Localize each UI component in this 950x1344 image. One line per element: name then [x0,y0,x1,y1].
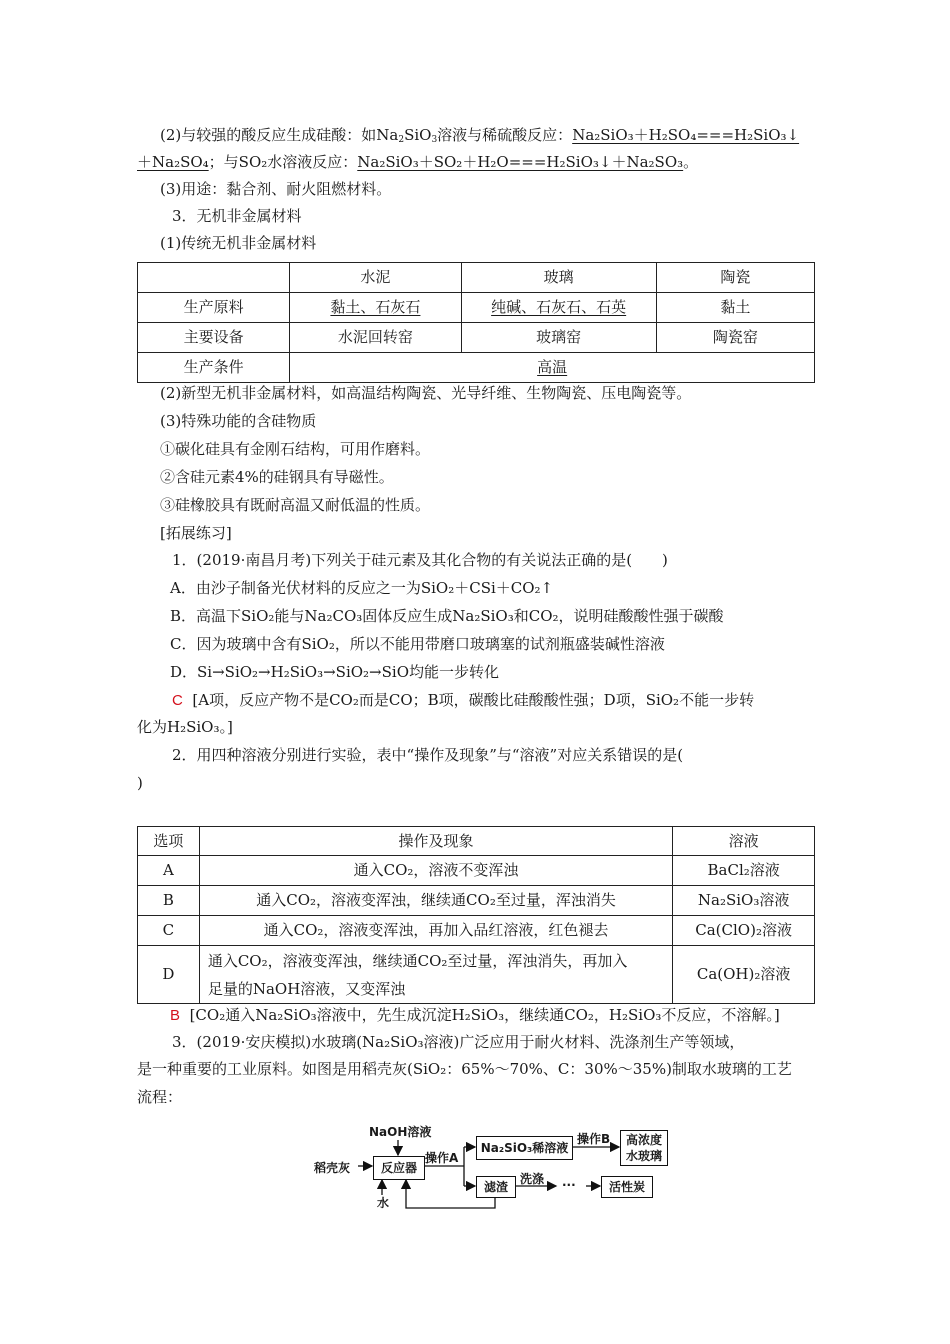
special-item-2: ②含硅元素4%的硅钢具有导磁性。 [160,468,394,486]
q2-row-solution: Na₂SiO₃溶液 [673,886,815,916]
flow-op-b-label: 操作B [577,1132,611,1146]
materials-row-label: 主要设备 [138,323,290,353]
special-item-3: ③硅橡胶具有既耐高温又耐低温的性质。 [160,496,431,514]
flow-reactor-box: 反应器 [373,1156,425,1180]
equation-1-part1: Na₂SiO₃＋H₂SO₄===H₂SiO₃↓ [572,126,800,144]
materials-row-label: 生产条件 [138,353,290,383]
flow-dots: ··· [562,1178,576,1192]
flow-product-box [620,1130,668,1166]
q2-answer: B [170,1007,181,1024]
q2-row-option: B [138,886,200,916]
q1-option-b: B．高温下SiO₂能与Na₂CO₃固体反应生成Na₂SiO₃和CO₂，说明硅酸酸性强于碳酸 [170,607,724,625]
materials-header-cement: 水泥 [290,263,461,293]
flow-wash-label: 洗涤 [520,1172,545,1186]
section3-title: 3．无机非金属材料 [172,207,302,225]
materials-cell: 水泥回转窑 [290,323,461,353]
flow-product-line-2: 水玻璃 [625,1149,662,1163]
materials-row-label: 生产原料 [138,293,290,323]
q2-row-operation: 通入CO₂，溶液不变浑浊 [199,856,672,886]
materials-header-ceramic: 陶瓷 [656,263,814,293]
q2-header-solution: 溶液 [673,827,815,856]
q3-line-2: 是一种重要的工业原料。如图是用稻壳灰(SiO₂：65%～70%、C：30%～35%)制取水玻璃的工艺 [137,1060,792,1078]
p2-so2: ；与SO₂水溶液反应： [208,153,358,171]
q2-row-d-op-1: 通入CO₂，溶液变浑浊，继续通CO₂至过量，浑浊消失，再加入 [207,951,628,970]
q2-explain: [CO₂通入Na₂SiO₃溶液中，先生成沉淀H₂SiO₃，继续通CO₂，H₂SiO₃不反应，不溶解。] [189,1006,780,1024]
q1-option-d: D．Si→SiO₂→H₂SiO₃→SiO₂→SiO均能一步转化 [170,663,499,681]
q3-line-1: 3．(2019·安庆模拟)水玻璃(Na₂SiO₃溶液)广泛应用于耐火材料、洗涤剂生产等领域， [172,1033,745,1051]
section3-sub2: (2)新型无机非金属材料，如高温结构陶瓷、光导纤维、生物陶瓷、压电陶瓷等。 [160,384,692,402]
q1-option-a: A．由沙子制备光伏材料的反应之一为SiO₂＋CSi＋CO₂↑ [170,579,554,597]
p2-end: 。 [683,153,699,171]
flow-rice-ash-label: 稻壳灰 [314,1161,351,1175]
q2-row-solution: BaCl₂溶液 [673,856,815,886]
flow-op-a-label: 操作A [425,1151,459,1165]
materials-cell-text: 纯碱、石灰石、石英 [491,298,627,316]
materials-cell-text: 黏土、石灰石 [330,298,421,316]
flow-carbon-box: 活性炭 [601,1176,653,1198]
materials-cell: 黏土 [656,293,814,323]
flow-product-line-1: 高浓度 [625,1133,662,1147]
q1-option-c: C．因为玻璃中含有SiO₂，所以不能用带磨口玻璃塞的试剂瓶盛装碱性溶液 [170,635,665,653]
q2-row-operation: 通入CO₂，溶液变浑浊，再加入品红溶液，红色褪去 [199,916,672,946]
q2-row-solution: Ca(ClO)₂溶液 [673,916,815,946]
p2-mid: 溶液与稀硫酸反应： [437,126,573,144]
q1-explain-2: 化为H₂SiO₃。] [137,718,233,736]
q3-line-3: 流程： [137,1088,183,1106]
materials-cell: 玻璃窑 [461,323,656,353]
q2-row-operation: 通入CO₂，溶液变浑浊，继续通CO₂至过量，浑浊消失 [199,886,672,916]
silicate-use: (3)用途：黏合剂、耐火阻燃材料。 [160,180,392,198]
na2sio3-term: $Na_2SiO_3$ [376,126,438,145]
equation-1-part2: ＋Na₂SO₄ [137,153,209,171]
q2-stem-2: ) [137,774,143,792]
q2-row-option: D [138,946,200,1004]
materials-cell: 陶瓷窑 [656,323,814,353]
flow-water-label: 水 [377,1196,390,1210]
flow-dilute-box: Na₂SiO₃稀溶液 [476,1136,573,1160]
q1-answer: C [172,692,183,709]
materials-header-glass: 玻璃 [461,263,656,293]
flow-naoh-label: NaOH溶液 [369,1125,432,1139]
q2-header-option: 选项 [138,827,200,856]
q1-explain-1: [A项，反应产物不是CO₂而是CO；B项，碳酸比硅酸酸性强；D项，SiO₂不能一步转 [192,691,755,709]
materials-merged-text: 高温 [537,358,568,376]
flow-residue-box: 滤渣 [476,1176,516,1198]
exercise-header: [拓展练习] [160,524,232,542]
q2-row-option: C [138,916,200,946]
equation-2: Na₂SiO₃＋SO₂＋H₂O===H₂SiO₃↓＋Na₂SO₃ [357,153,684,171]
q1-stem: 1．(2019·南昌月考)下列关于硅元素及其化合物的有关说法正确的是( ) [172,551,668,569]
q2-row-d-op-2: 足量的NaOH溶液，又变浑浊 [207,979,406,998]
section3-sub1: (1)传统无机非金属材料 [160,234,317,252]
q2-stem-1: 2．用四种溶液分别进行实验，表中“操作及现象”与“溶液”对应关系错误的是( [172,746,684,764]
q2-header-operation: 操作及现象 [199,827,672,856]
p2-label: (2)与较强的酸反应生成硅酸：如 [160,126,377,144]
special-item-1: ①碳化硅具有金刚石结构，可用作磨料。 [160,440,431,458]
q2-row-solution: Ca(OH)₂溶液 [673,946,815,1004]
q2-row-option: A [138,856,200,886]
section3-sub3: (3)特殊功能的含硅物质 [160,412,317,430]
